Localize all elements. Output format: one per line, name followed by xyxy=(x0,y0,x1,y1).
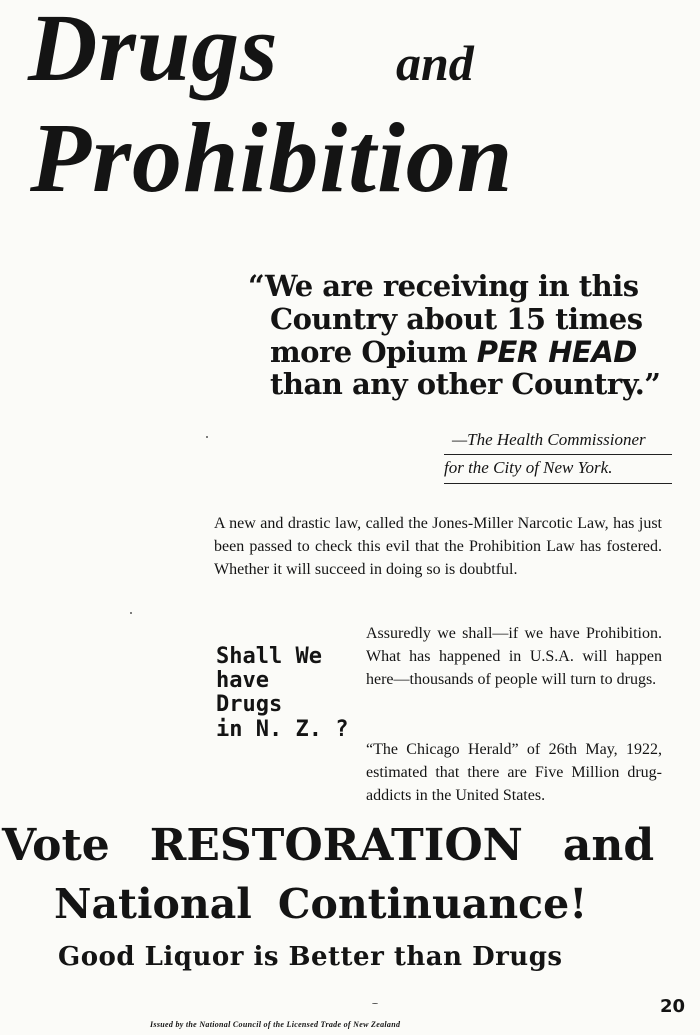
question-line-3: Drugs xyxy=(216,692,283,718)
quote-line-1: “We are receiving in this xyxy=(248,269,639,303)
headline-drugs: Drugs xyxy=(28,0,279,101)
attribution-line-2: for the City of New York. xyxy=(444,455,672,483)
cta-line-1 xyxy=(2,820,655,871)
question-line-4: in N. Z. ? xyxy=(216,716,349,742)
quote-line-2: Country about 15 times xyxy=(270,301,643,336)
sidebar-question xyxy=(216,644,349,742)
quote-line-3 xyxy=(248,336,693,369)
question-line-1: Shall We xyxy=(216,644,322,669)
quote-emphasis: PER HEAD xyxy=(476,334,637,369)
quote-line-3-text: more Opium xyxy=(270,334,477,369)
body-paragraph-2: Assuredly we shall—if we have Prohibition. What has happened in U.S.A. will happen here—thousands of people will turn to drugs. xyxy=(366,625,662,689)
print-speck xyxy=(130,612,132,614)
body-paragraph-1: A new and drastic law, called the Jones-Miller Narcotic Law, has just been passed to check this evil that the Prohibition Law has fostered. Whether it will succeed in doing so is doubtful. xyxy=(214,515,662,579)
cta-vote: Vote xyxy=(2,820,110,871)
headline-and: and xyxy=(396,35,474,91)
quote-line-4: than any other Country.” xyxy=(270,367,661,402)
print-speck xyxy=(206,436,208,438)
attribution-line-1: —The Health Commissioner xyxy=(444,427,672,455)
cta-national: National xyxy=(54,880,252,928)
slogan: Good Liquor is Better than Drugs xyxy=(58,942,563,972)
cta-and: and xyxy=(562,820,655,871)
headline-prohibition: Prohibition xyxy=(30,102,514,213)
footer-imprint: Issued by the National Council of the Licensed Trade of New Zealand xyxy=(150,1020,401,1029)
quote-attribution xyxy=(444,427,672,484)
cta-continuance: Continuance! xyxy=(277,880,588,928)
cta-line-2 xyxy=(54,880,588,928)
cta-restoration: RESTORATION xyxy=(149,820,523,871)
question-line-2: have xyxy=(216,668,269,694)
print-speck xyxy=(372,1003,378,1004)
body-paragraph-3: “The Chicago Herald” of 26th May, 1922, estimated that there are Five Million drug-addicts in the United States. xyxy=(366,741,662,805)
page-number: 20 xyxy=(660,996,686,1017)
pull-quote xyxy=(248,270,693,401)
